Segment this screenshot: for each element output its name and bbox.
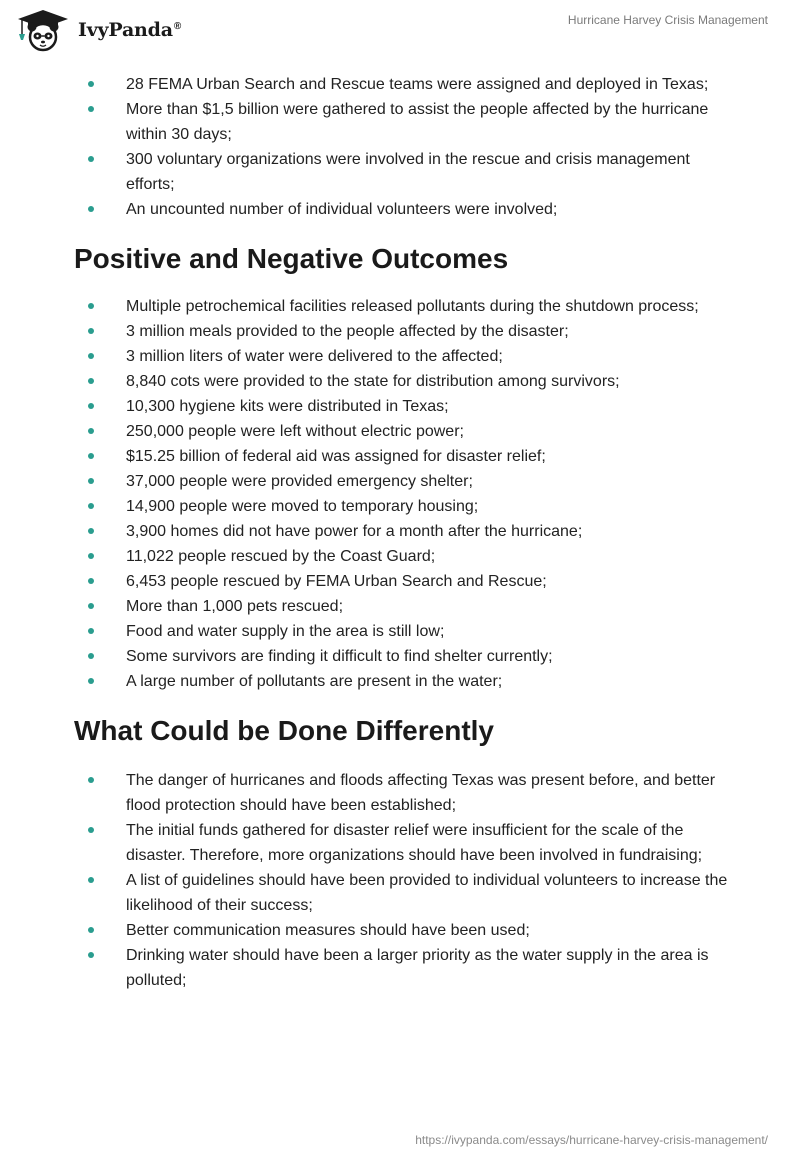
bullet-icon (88, 777, 94, 783)
bullet-icon (88, 303, 94, 309)
list-item: 11,022 people rescued by the Coast Guard; (74, 544, 734, 569)
list-item: Drinking water should have been a larger priority as the water supply in the area is polluted; (74, 943, 734, 993)
bullet-icon (88, 578, 94, 584)
bullet-icon (88, 403, 94, 409)
list-item: 37,000 people were provided emergency shelter; (74, 469, 734, 494)
intro-list (74, 72, 734, 222)
list-item: A large number of pollutants are present in the water; (74, 669, 734, 694)
list-item: The initial funds gathered for disaster relief were insufficient for the scale of the disaster. Therefore, more organizations should have been involved in fundraising; (74, 818, 734, 868)
bullet-icon (88, 81, 94, 87)
section-title-differently: What Could be Done Differently (74, 715, 494, 746)
bullet-icon (88, 528, 94, 534)
list-item: Some survivors are finding it difficult to find shelter currently; (74, 644, 734, 669)
brand-name: IvyPanda® (78, 19, 182, 41)
list-item: 300 voluntary organizations were involved in the rescue and crisis management efforts; (74, 147, 734, 197)
bullet-icon (88, 206, 94, 212)
list-item: The danger of hurricanes and floods affecting Texas was present before, and better flood protection should have been established; (74, 768, 734, 818)
list-item: 10,300 hygiene kits were distributed in Texas; (74, 394, 734, 419)
improvements-list (74, 768, 734, 993)
list-item: 14,900 people were moved to temporary housing; (74, 494, 734, 519)
bullet-icon (88, 378, 94, 384)
source-url[interactable]: https://ivypanda.com/essays/hurricane-harvey-crisis-management/ (415, 1133, 768, 1147)
list-item: Food and water supply in the area is still low; (74, 619, 734, 644)
list-item: A list of guidelines should have been provided to individual volunteers to increase the likelihood of their success; (74, 868, 734, 918)
bullet-icon (88, 478, 94, 484)
bullet-icon (88, 553, 94, 559)
registered-mark: ® (173, 20, 182, 32)
essay-content (74, 72, 734, 993)
list-item: More than $1,5 billion were gathered to assist the people affected by the hurricane within 30 days; (74, 97, 734, 147)
bullet-icon (88, 428, 94, 434)
list-item: 3,900 homes did not have power for a month after the hurricane; (74, 519, 734, 544)
panda-graduate-icon (14, 8, 72, 52)
outcomes-list (74, 294, 734, 694)
list-item: An uncounted number of individual volunteers were involved; (74, 197, 734, 222)
bullet-icon (88, 927, 94, 933)
bullet-icon (88, 678, 94, 684)
list-item: 6,453 people rescued by FEMA Urban Search and Rescue; (74, 569, 734, 594)
bullet-icon (88, 328, 94, 334)
section-title-outcomes: Positive and Negative Outcomes (74, 243, 509, 274)
list-item: 3 million liters of water were delivered to the affected; (74, 344, 734, 369)
page-header (0, 0, 800, 60)
bullet-icon (88, 952, 94, 958)
list-item: 3 million meals provided to the people affected by the disaster; (74, 319, 734, 344)
bullet-icon (88, 453, 94, 459)
bullet-icon (88, 653, 94, 659)
bullet-icon (88, 106, 94, 112)
list-item: Multiple petrochemical facilities released pollutants during the shutdown process; (74, 294, 734, 319)
list-item: Better communication measures should have been used; (74, 918, 734, 943)
bullet-icon (88, 156, 94, 162)
bullet-icon (88, 353, 94, 359)
list-item: More than 1,000 pets rescued; (74, 594, 734, 619)
list-item: 250,000 people were left without electric power; (74, 419, 734, 444)
list-item: 28 FEMA Urban Search and Rescue teams were assigned and deployed in Texas; (74, 72, 734, 97)
bullet-icon (88, 603, 94, 609)
bullet-icon (88, 628, 94, 634)
brand-logo[interactable] (14, 8, 181, 52)
bullet-icon (88, 503, 94, 509)
list-item: $15.25 billion of federal aid was assigned for disaster relief; (74, 444, 734, 469)
bullet-icon (88, 827, 94, 833)
list-item: 8,840 cots were provided to the state for distribution among survivors; (74, 369, 734, 394)
bullet-icon (88, 877, 94, 883)
document-title: Hurricane Harvey Crisis Management (567, 13, 768, 27)
